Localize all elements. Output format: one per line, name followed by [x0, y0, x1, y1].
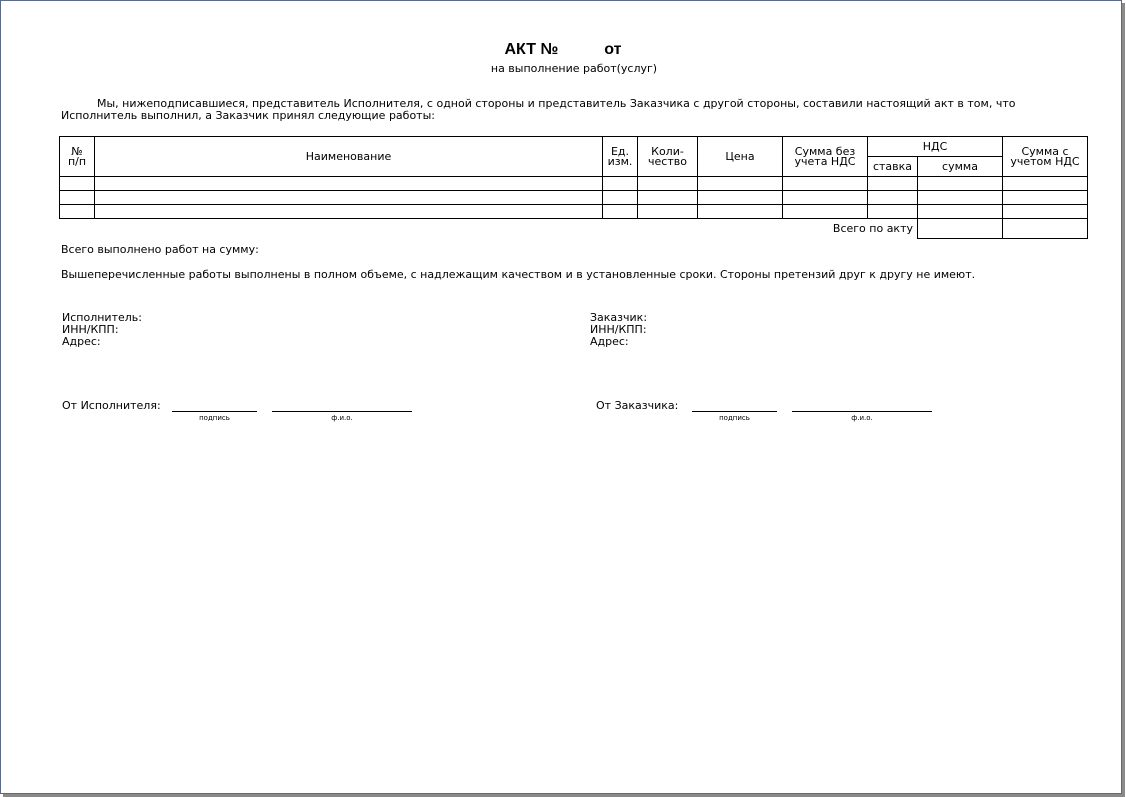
table-header-row: [60, 137, 1088, 157]
table-cell[interactable]: [95, 177, 603, 191]
executor-inn: ИНН/КПП:: [62, 323, 119, 336]
table-cell[interactable]: [603, 177, 638, 191]
header-unit: Ед. изм.: [603, 137, 638, 177]
total-works-line: Всего выполнено работ на сумму:: [61, 243, 259, 256]
total-vat-sum-cell[interactable]: [918, 219, 1003, 239]
total-sum-with-vat-cell[interactable]: [1003, 219, 1088, 239]
table-cell[interactable]: [918, 205, 1003, 219]
table-cell[interactable]: [918, 177, 1003, 191]
table-cell[interactable]: [60, 177, 95, 191]
executor-address: Адрес:: [62, 335, 101, 348]
table-row: [60, 177, 1088, 191]
customer-sign-caption: подпись: [719, 414, 750, 422]
customer-name-line[interactable]: [792, 411, 932, 412]
table-total-row: [60, 219, 1088, 239]
table-cell[interactable]: [603, 205, 638, 219]
header-price: Цена: [698, 137, 783, 177]
table-cell[interactable]: [918, 191, 1003, 205]
title-from: от: [604, 41, 622, 58]
header-sum-no-vat: Сумма без учета НДС: [783, 137, 868, 177]
intro-paragraph: Мы, нижеподписавшиеся, представитель Исполнителя, с одной стороны и представитель Заказчика с другой стороны, составили настоящий акт в том, что Исполнитель выполнил, а Заказчик принял следующие работы:: [61, 97, 1016, 122]
table-row: [60, 205, 1088, 219]
table-cell[interactable]: [783, 205, 868, 219]
table-cell[interactable]: [60, 205, 95, 219]
header-vat: НДС: [868, 137, 1003, 157]
executor-sign-caption: подпись: [199, 414, 230, 422]
table-cell[interactable]: [868, 191, 918, 205]
customer-name-caption: ф.и.о.: [851, 414, 873, 422]
customer-sign-label: От Заказчика:: [596, 399, 679, 412]
table-cell[interactable]: [783, 177, 868, 191]
document-subtitle: на выполнение работ(услуг): [490, 62, 658, 75]
table-cell[interactable]: [95, 191, 603, 205]
table-cell[interactable]: [783, 191, 868, 205]
header-qty: Коли-чество: [638, 137, 698, 177]
table-cell[interactable]: [868, 177, 918, 191]
customer-label: Заказчик:: [590, 311, 648, 324]
table-cell[interactable]: [868, 205, 918, 219]
header-sum-with-vat: Сумма с учетом НДС: [1003, 137, 1088, 177]
header-name: Наименование: [95, 137, 603, 177]
executor-name-caption: ф.и.о.: [331, 414, 353, 422]
executor-label: Исполнитель:: [62, 311, 142, 324]
table-cell[interactable]: [638, 177, 698, 191]
table-cell[interactable]: [1003, 177, 1088, 191]
table-cell[interactable]: [1003, 191, 1088, 205]
table-cell[interactable]: [1003, 205, 1088, 219]
executor-signature-line[interactable]: [172, 411, 257, 412]
header-vat-sum: сумма: [918, 157, 1003, 177]
executor-sign-label: От Исполнителя:: [62, 399, 161, 412]
table-cell[interactable]: [95, 205, 603, 219]
customer-signature-line[interactable]: [692, 411, 777, 412]
customer-block: [590, 312, 647, 348]
customer-inn: ИНН/КПП:: [590, 323, 647, 336]
table-cell[interactable]: [60, 191, 95, 205]
executor-name-line[interactable]: [272, 411, 412, 412]
header-vat-rate: ставка: [868, 157, 918, 177]
title-act: АКТ №: [504, 41, 559, 58]
table-row: [60, 191, 1088, 205]
table-cell[interactable]: [603, 191, 638, 205]
table-cell[interactable]: [638, 191, 698, 205]
completion-statement: Вышеперечисленные работы выполнены в полном объеме, с надлежащим качеством и в установленные сроки. Стороны претензий друг к другу не имеют.: [61, 268, 976, 281]
executor-block: [62, 312, 142, 348]
table-cell[interactable]: [698, 205, 783, 219]
works-table: [59, 136, 1088, 239]
table-cell[interactable]: [698, 177, 783, 191]
header-num: № п/п: [60, 137, 95, 177]
table-cell[interactable]: [698, 191, 783, 205]
customer-address: Адрес:: [590, 335, 629, 348]
table-cell[interactable]: [638, 205, 698, 219]
total-label: Всего по акту: [832, 221, 913, 235]
document-title: [0, 41, 1126, 59]
